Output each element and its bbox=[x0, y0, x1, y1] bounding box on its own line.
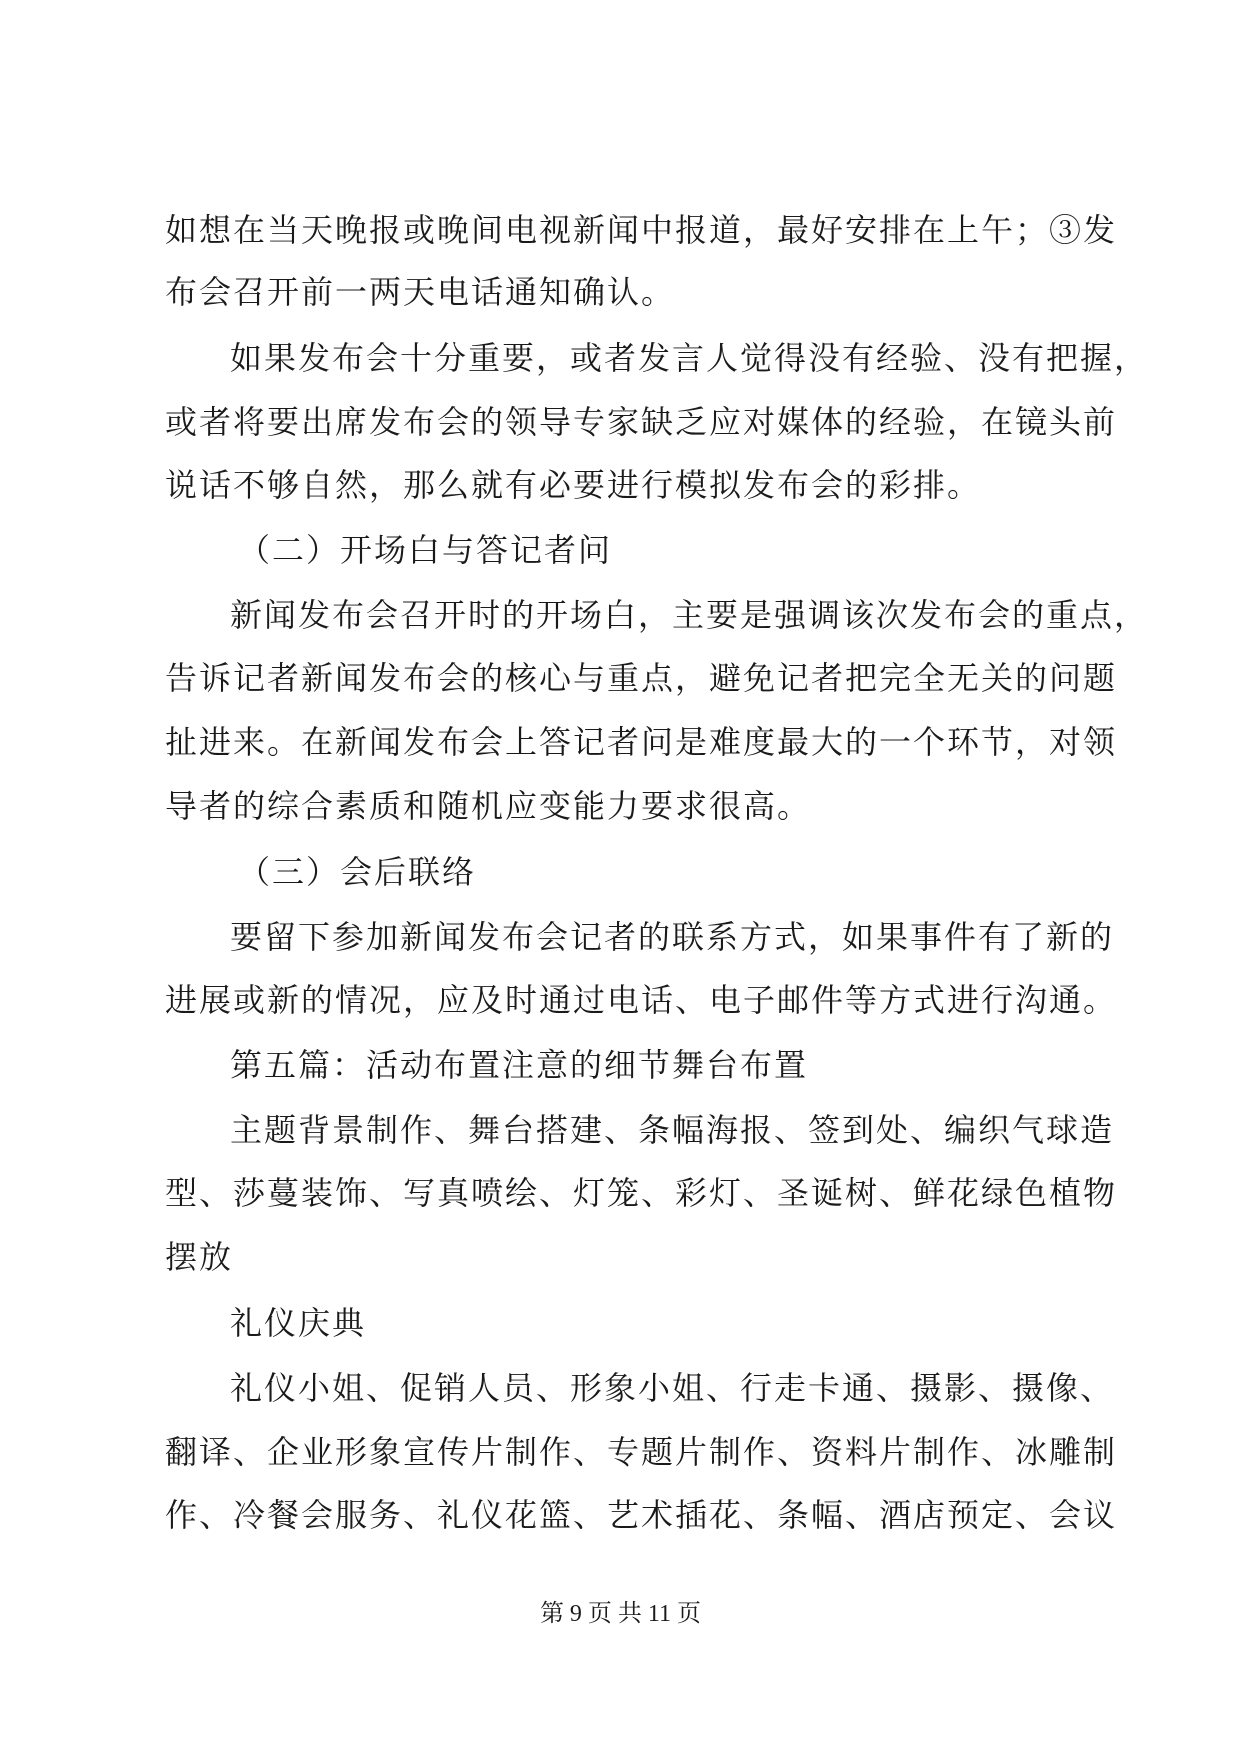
section-heading: （三）会后联络 bbox=[238, 853, 477, 891]
chapter-heading: 第五篇：活动布置注意的细节舞台布置 bbox=[230, 1046, 809, 1084]
paragraph-first-line: 要留下参加新闻发布会记者的联系方式，如果事件有了新的 bbox=[230, 918, 1115, 956]
body-text-line: 导者的综合素质和随机应变能力要求很高。 bbox=[165, 787, 812, 825]
body-text-line: 布会召开前一两天电话通知确认。 bbox=[165, 273, 676, 311]
body-text-line: 告诉记者新闻发布会的核心与重点，避免记者把完全无关的问题 bbox=[165, 659, 1118, 697]
body-text-line: 摆放 bbox=[165, 1238, 234, 1276]
body-text-line: 说话不够自然，那么就有必要进行模拟发布会的彩排。 bbox=[165, 466, 982, 504]
paragraph-first-line: 如果发布会十分重要，或者发言人觉得没有经验、没有把握， bbox=[230, 339, 1149, 377]
paragraph-first-line: 主题背景制作、舞台搭建、条幅海报、签到处、编织气球造 bbox=[230, 1111, 1115, 1149]
body-text-line: 作、冷餐会服务、礼仪花篮、艺术插花、条幅、酒店预定、会议 bbox=[165, 1496, 1118, 1534]
body-text-line: 进展或新的情况，应及时通过电话、电子邮件等方式进行沟通。 bbox=[165, 981, 1118, 1019]
paragraph-first-line: 礼仪小姐、促销人员、形象小姐、行走卡通、摄影、摄像、 bbox=[230, 1369, 1115, 1407]
section-heading: （二）开场白与答记者问 bbox=[238, 531, 613, 569]
body-text-line: 或者将要出席发布会的领导专家缺乏应对媒体的经验，在镜头前 bbox=[165, 403, 1118, 441]
page-number-footer: 第 9 页 共 11 页 bbox=[539, 1601, 702, 1627]
body-text-line: 扯进来。在新闻发布会上答记者问是难度最大的一个环节，对领 bbox=[165, 723, 1118, 761]
subsection-heading: 礼仪庆典 bbox=[230, 1304, 367, 1342]
body-text-line: 型、莎蔓装饰、写真喷绘、灯笼、彩灯、圣诞树、鲜花绿色植物 bbox=[165, 1174, 1118, 1212]
paragraph-first-line: 新闻发布会召开时的开场白，主要是强调该次发布会的重点， bbox=[230, 596, 1149, 634]
body-text-line: 翻译、企业形象宣传片制作、专题片制作、资料片制作、冰雕制 bbox=[165, 1433, 1118, 1471]
body-text-line: 如想在当天晚报或晚间电视新闻中报道，最好安排在上午；③发 bbox=[165, 211, 1118, 249]
